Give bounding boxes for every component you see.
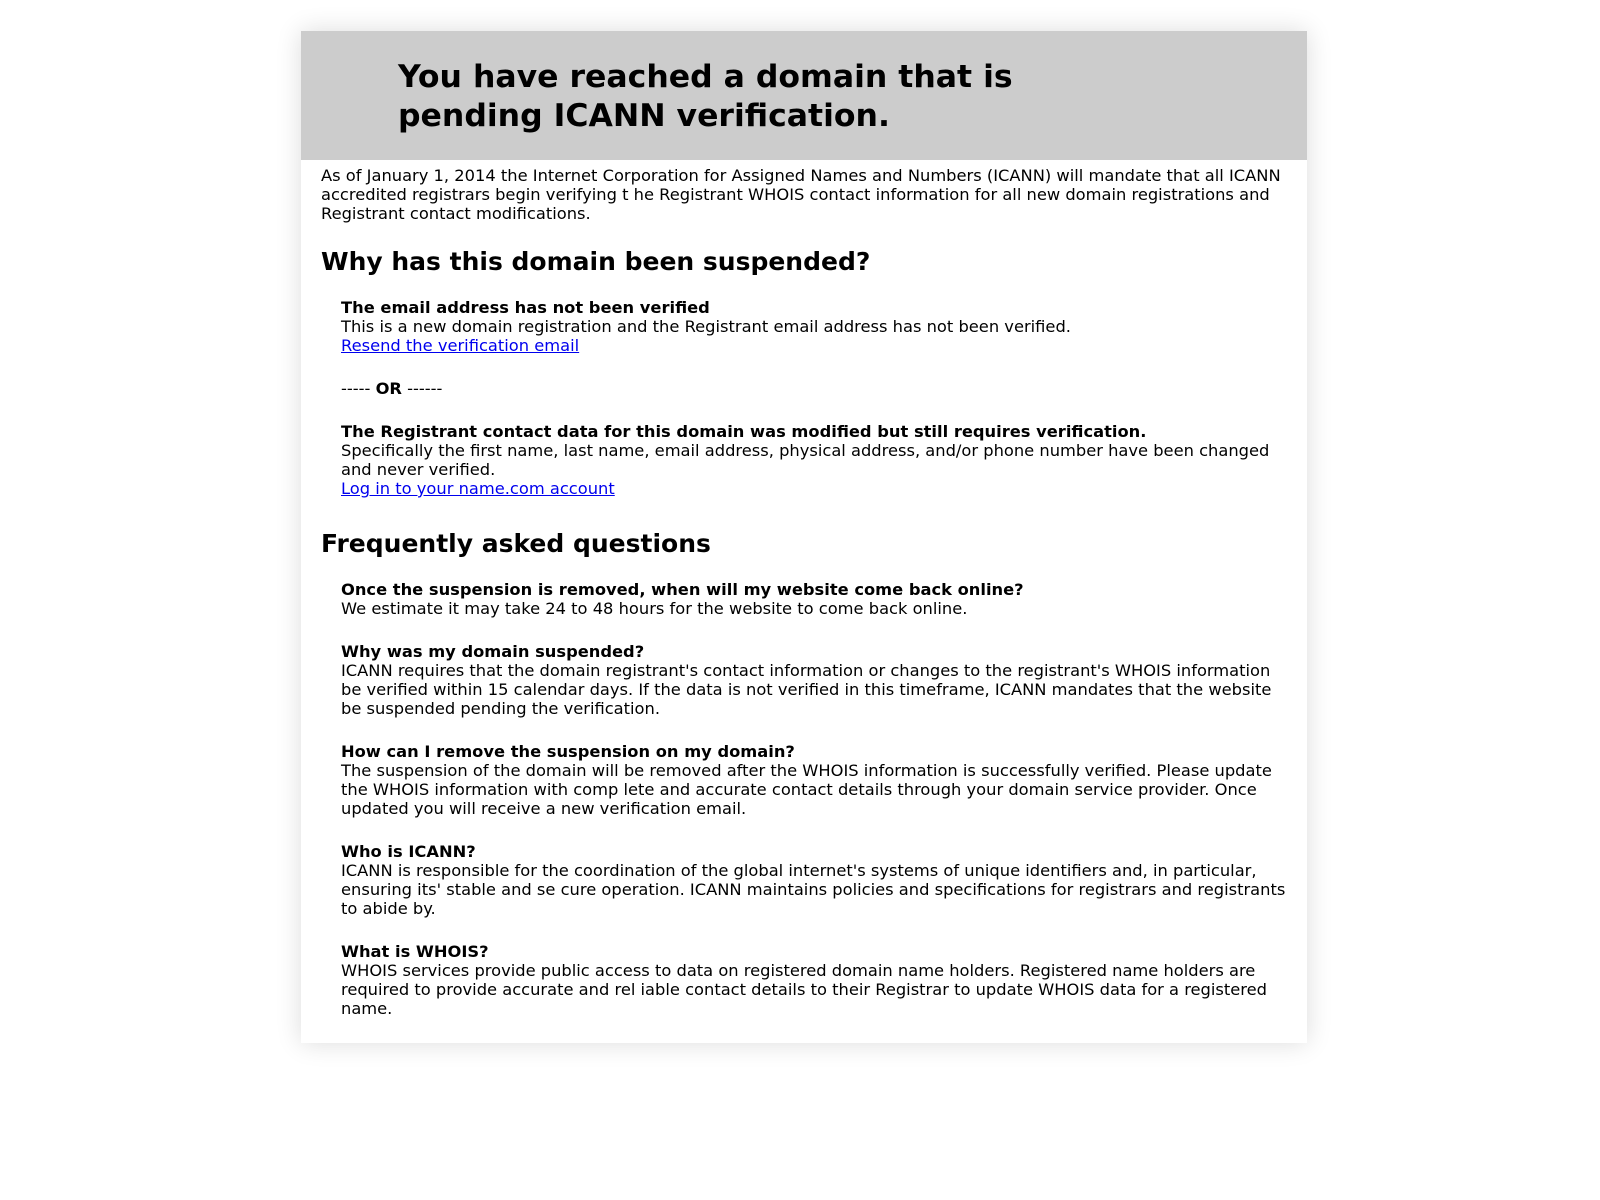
reason-text: This is a new domain registration and the Registrant email address has not been verified. — [341, 317, 1071, 336]
or-separator — [341, 379, 1287, 398]
resend-verification-link[interactable]: Resend the verification email — [341, 336, 580, 355]
faq-question: Who is ICANN? — [341, 842, 476, 861]
reason-email-unverified — [341, 298, 1287, 355]
faq-answer: We estimate it may take 24 to 48 hours for the website to come back online. — [341, 599, 968, 618]
page-container — [301, 31, 1307, 1043]
suspension-heading: Why has this domain been suspended? — [321, 247, 871, 276]
faq-item — [341, 742, 1287, 818]
faq-question: How can I remove the suspension on my domain? — [341, 742, 795, 761]
faq-question: What is WHOIS? — [341, 942, 489, 961]
faq-question: Why was my domain suspended? — [341, 642, 645, 661]
faq-item — [341, 942, 1287, 1018]
separator-right-dashes: ------ — [401, 379, 443, 398]
faq-answer: WHOIS services provide public access to data on registered domain name holders. Registered name holders are required to provide accurate and rel iable contact details to their Registrar to update WHOIS data for a registered name. — [341, 961, 1267, 1018]
login-account-link[interactable]: Log in to your name.com account — [341, 479, 615, 498]
faq-heading: Frequently asked questions — [321, 529, 711, 558]
faq-answer: ICANN is responsible for the coordination of the global internet's systems of unique identifiers and, in particular, ensuring its' stable and se cure operation. ICANN maintains policies and specifications for registrars and registrants to abide by. — [341, 861, 1286, 918]
header-banner — [301, 31, 1307, 160]
reason-text: Specifically the first name, last name, email address, physical address, and/or phone number have been changed and never verified. — [341, 441, 1270, 479]
faq-item — [341, 642, 1287, 718]
intro-paragraph: As of January 1, 2014 the Internet Corporation for Assigned Names and Numbers (ICANN) will mandate that all ICANN accredited registrars begin verifying t he Registrant WHOIS contact information for all new domain registrations and Registrant contact modifications. — [321, 166, 1281, 223]
reason-title: The Registrant contact data for this domain was modified but still requires verification. — [341, 422, 1147, 441]
separator-or-label: OR — [375, 379, 402, 398]
faq-item — [341, 580, 1287, 618]
reason-contact-modified — [341, 422, 1287, 498]
reason-title: The email address has not been verified — [341, 298, 710, 317]
faq-answer: ICANN requires that the domain registrant's contact information or changes to the registrant's WHOIS information be verified within 15 calendar days. If the data is not verified in this timeframe, ICANN mandates that the website be suspended pending the verification. — [341, 661, 1272, 718]
page-title: You have reached a domain that is pending ICANN verification. — [398, 59, 1013, 134]
main-content — [301, 160, 1307, 1018]
faq-answer: The suspension of the domain will be removed after the WHOIS information is successfully verified. Please update the WHOIS information with comp lete and accurate contact details through your domain service provider. Once updated you will receive a new verification email. — [341, 761, 1272, 818]
faq-question: Once the suspension is removed, when will my website come back online? — [341, 580, 1024, 599]
faq-item — [341, 842, 1287, 918]
separator-left-dashes: ----- — [341, 379, 376, 398]
